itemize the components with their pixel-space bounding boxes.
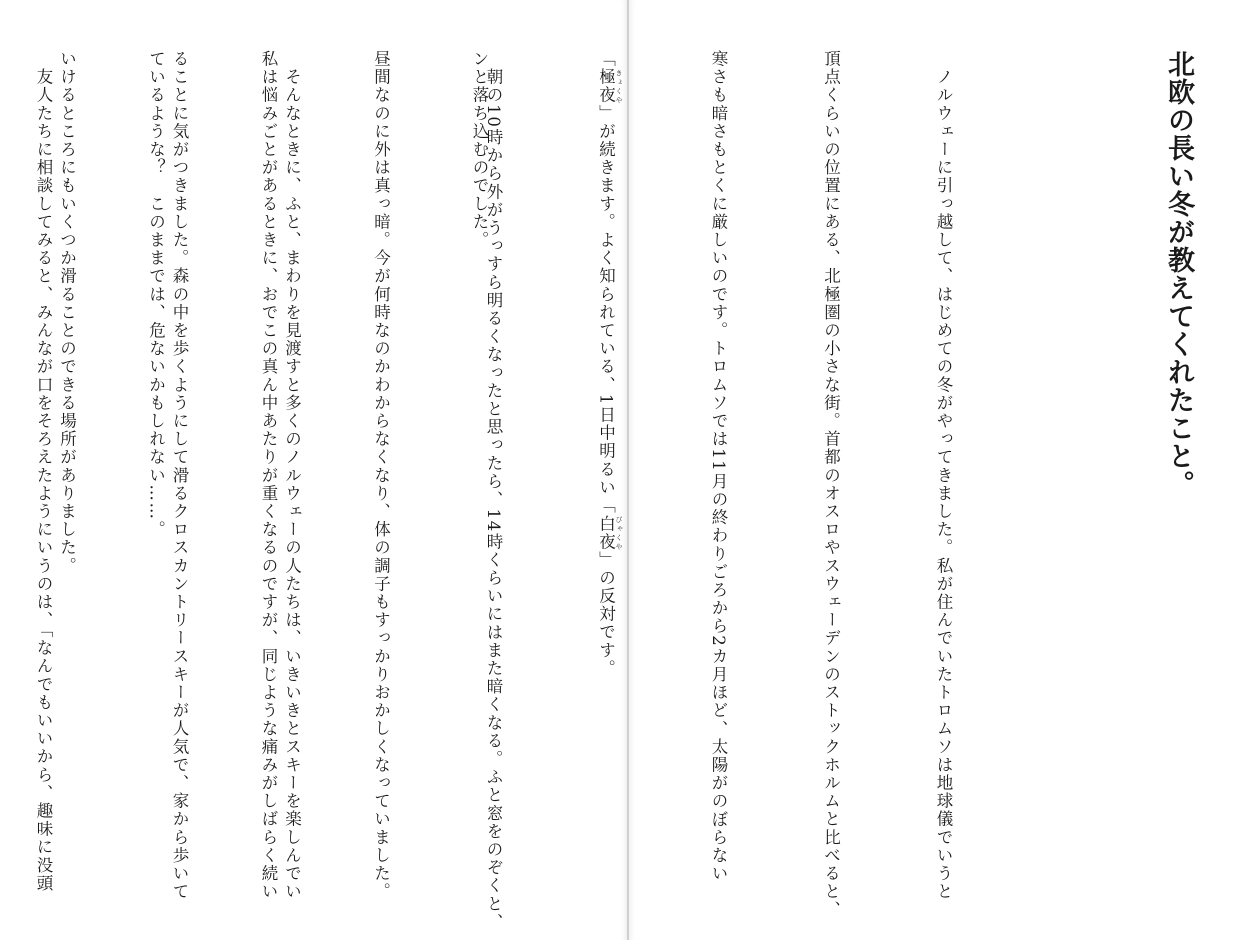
right-page-body xyxy=(0,50,1037,931)
text-line: そんなときに、ふと、まわりを見渡すと多くのノルウェーの人たちは、いきいきとスキーを楽しんでい xyxy=(282,50,302,901)
text-line: ンと落ち込むのでした。 xyxy=(470,50,489,250)
text-fragment: 「 xyxy=(596,50,616,69)
text-fragment: 」の反対です。 xyxy=(596,550,616,678)
text-line: 朝の10時から外がうっすら明るくなったと思ったら、14時くらいにはまた暗くなる。ふと窓をのぞくと、 xyxy=(484,50,503,931)
ruby-reading: きょくや xyxy=(615,68,623,105)
text-line: いけるところにもいくつか滑ることのできる場所がありました。 xyxy=(57,50,77,575)
text-line: 頂点くらいの位置にある、北極圏の小さな街。首都のオスロやスウェーデンのストックホルムと比べると、 xyxy=(821,50,841,919)
text-line-with-ruby xyxy=(587,50,625,931)
text-line: ることに気がつきました。森の中を歩くようにして滑るクロスカントリースキーが人気で、家から歩いて xyxy=(170,50,189,901)
text-line: 友人たちに相談してみると、みんなが口をそろえたようにいうのは、「なんでもいいから、趣味に没頭 xyxy=(34,50,53,893)
text-fragment: 」が続きます。よく知られている、1日中明るい「 xyxy=(596,104,616,515)
text-line: 昼間なのに外は真っ暗。今が何時なのかわからなくなり、体の調子もすっかりおかしくなっていました。 xyxy=(371,50,391,901)
text-line: ノルウェーに引っ越して、はじめての冬がやってきました。私が住んでいたトロムソは地球儀でいうと xyxy=(934,50,953,901)
chapter-title: 北欧の長い冬が教えてくれたこと。 xyxy=(1163,50,1194,498)
ruby-base: 極夜 xyxy=(596,68,616,105)
ruby-base: 白夜 xyxy=(596,514,616,551)
ruby-byakuya xyxy=(596,514,623,551)
text-line: 寒さも暗さもとくに厳しいのです。トロムソでは11月の終わりごろから2カ月ほど、太陽がのぼらない xyxy=(709,50,728,883)
ruby-kyokuya xyxy=(596,68,623,105)
ruby-reading: びゃくや xyxy=(615,514,623,551)
text-line: ているような？ このままでは、危ないかもしれない……。 xyxy=(146,50,166,539)
text-line: 私は悩みごとがあるときに、おでこの真ん中あたりが重くなるのですが、同じような痛みがしばらく続い xyxy=(259,50,278,901)
